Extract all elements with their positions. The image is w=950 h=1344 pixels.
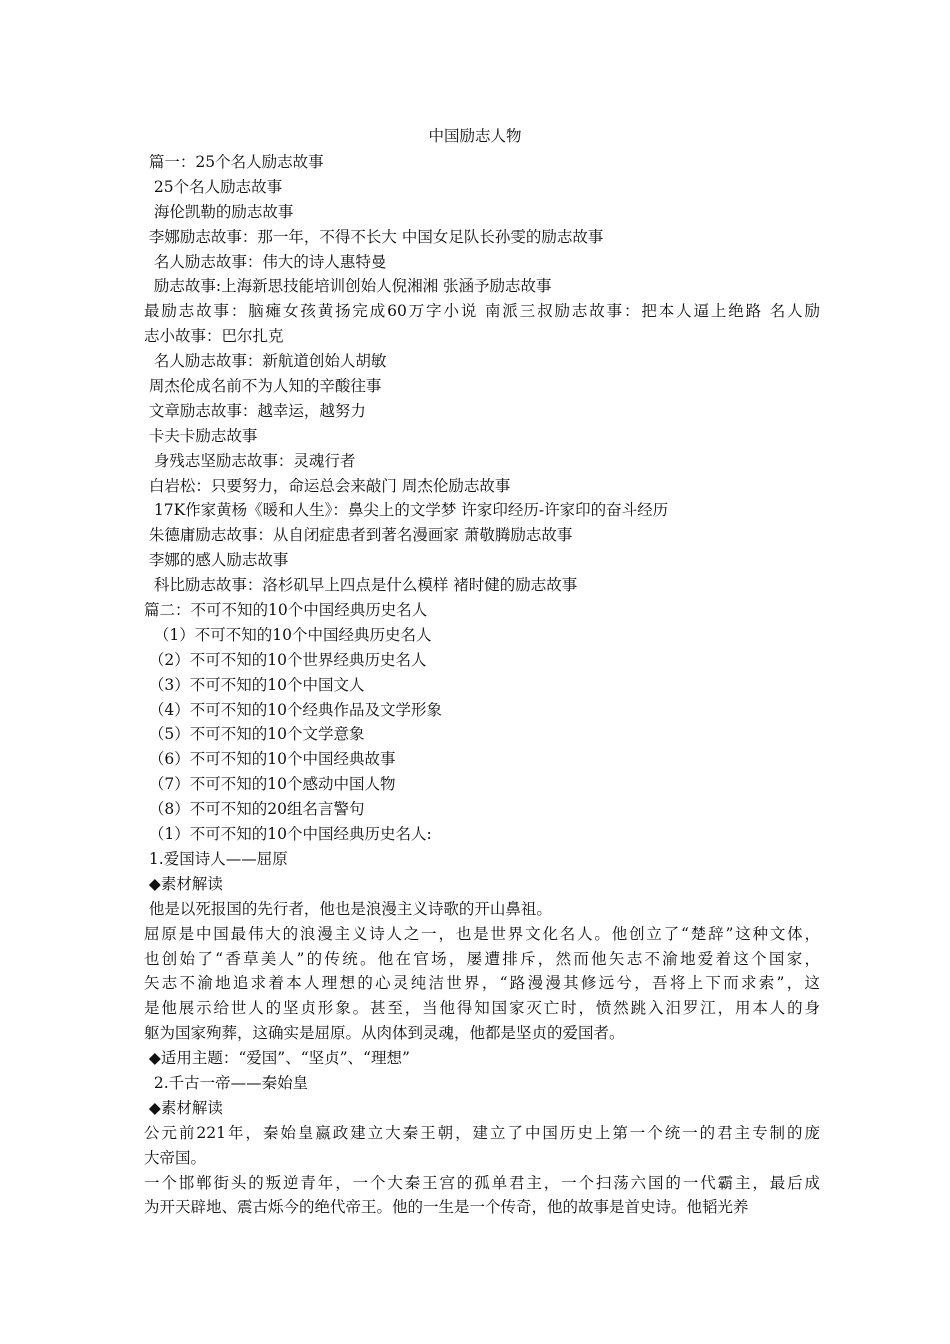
text-line: 为开天辟地、震古烁今的绝代帝王。他的一生是一个传奇，他的故事是首史诗。他韬光养: [144, 1198, 749, 1217]
text-line: 志小故事：巴尔扎克: [144, 327, 284, 346]
text-line: （6）不可不知的10个中国经典故事: [144, 750, 396, 769]
document-body: [144, 150, 820, 1220]
text-line: 25个名人励志故事: [144, 177, 283, 196]
text-line: 也创始了“香草美人”的传统。他在官场，屡遭排斥，然而他矢志不渝地爱着这个国家，: [144, 949, 820, 968]
text-line: 屈原是中国最伟大的浪漫主义诗人之一，也是世界文化名人。他创立了“楚辞”这种文体，: [144, 924, 820, 943]
text-line: 名人励志故事：伟大的诗人惠特曼: [144, 252, 387, 271]
text-line: ◆素材解读: [144, 874, 223, 893]
text-line: 名人励志故事：新航道创始人胡敏: [144, 352, 387, 371]
text-line: 大帝国。: [144, 1148, 207, 1167]
text-line: （3）不可不知的10个中国文人: [144, 675, 365, 694]
text-line: （1）不可不知的10个中国经典历史名人:: [144, 825, 432, 844]
text-line: 最励志故事：脑瘫女孩黄扬完成60万字小说 南派三叔励志故事：把本人逼上绝路 名人励: [144, 302, 820, 321]
text-line: 他是以死报国的先行者，他也是浪漫主义诗歌的开山鼻祖。: [144, 899, 552, 918]
text-line: 卡夫卡励志故事: [144, 426, 258, 445]
document-title: 中国励志人物: [428, 127, 522, 145]
text-line: （2）不可不知的10个世界经典历史名人: [144, 650, 427, 669]
text-line: ◆适用主题：“爱国”、“坚贞”、“理想”: [144, 1049, 410, 1068]
text-line: （4）不可不知的10个经典作品及文学形象: [144, 700, 443, 719]
text-line: ◆素材解读: [144, 1098, 223, 1117]
text-line: 矢志不渝地追求着本人理想的心灵纯洁世界，“路漫漫其修远兮，吾将上下而求索”，这: [144, 974, 820, 993]
text-line: 篇一：25个名人励志故事: [144, 153, 324, 171]
text-line: 白岩松：只要努力，命运总会来敲门 周杰伦励志故事: [144, 476, 511, 495]
text-line: （8）不可不知的20组名言警句: [144, 800, 365, 819]
text-line: 1.爱国诗人——屈原: [144, 849, 288, 868]
text-line: （1）不可不知的10个中国经典历史名人: [144, 625, 432, 644]
text-line: 是他展示给世人的坚贞形象。甚至，当他得知国家灭亡时，愤然跳入汨罗江，用本人的身: [144, 999, 820, 1018]
text-line: 李娜励志故事：那一年，不得不长大 中国女足队长孙雯的励志故事: [144, 227, 604, 246]
text-line: 身残志坚励志故事：灵魂行者: [144, 451, 356, 470]
text-line: 公元前221年，秦始皇嬴政建立大秦王朝，建立了中国历史上第一个统一的君主专制的庞: [144, 1123, 820, 1142]
text-line: 躯为国家殉葬，这确实是屈原。从肉体到灵魂，他都是坚贞的爱国者。: [144, 1024, 625, 1043]
text-line: 一个邯郸街头的叛逆青年，一个大秦王宫的孤单君主，一个扫荡六国的一代霸主，最后成: [144, 1173, 820, 1192]
text-line: 17K作家黄杨《暖和人生》：鼻尖上的文学梦 许家印经历-许家印的奋斗经历: [144, 501, 669, 520]
text-line: 篇二：不可不知的10个中国经典历史名人: [144, 601, 428, 620]
text-line: 朱德庸励志故事：从自闭症患者到著名漫画家 萧敬腾励志故事: [144, 526, 573, 545]
text-line: （7）不可不知的10个感动中国人物: [144, 775, 396, 794]
text-line: 李娜的感人励志故事: [144, 551, 289, 570]
text-line: 2.千古一帝——秦始皇: [144, 1073, 309, 1092]
text-line: 文章励志故事：越幸运，越努力: [144, 401, 366, 420]
text-line: （5）不可不知的10个文学意象: [144, 725, 365, 744]
text-line: 海伦凯勒的励志故事: [144, 202, 294, 221]
text-line: 科比励志故事：洛杉矶早上四点是什么模样 褚时健的励志故事: [144, 576, 578, 595]
text-line: 励志故事:上海新思技能培训创始人倪湘湘 张涵予励志故事: [144, 277, 552, 296]
text-line: 周杰伦成名前不为人知的辛酸往事: [144, 377, 382, 396]
